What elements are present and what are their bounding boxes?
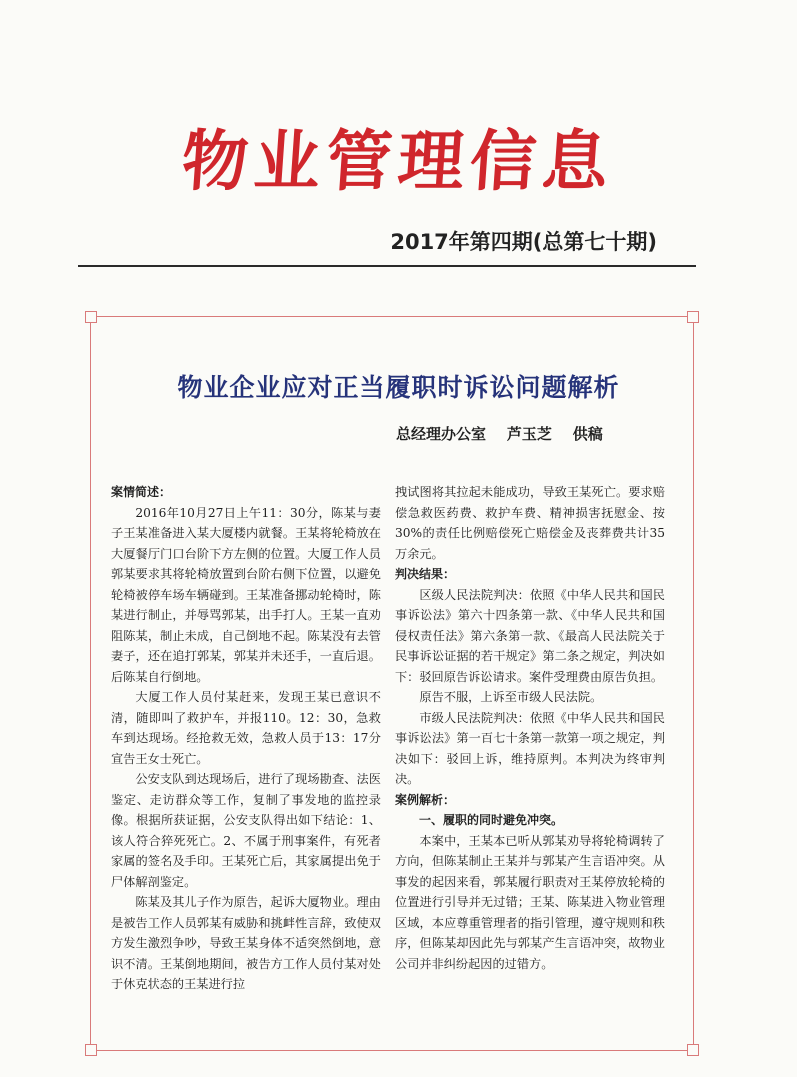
article-title: 物业企业应对正当履职时诉讼问题解析 <box>177 373 620 402</box>
paragraph: 大厦工作人员付某赶来，发现王某已意识不清，随即叫了救护车，并报110。12：30，急救车到达现场。经抢救无效，急救人员于13：17分宣告王女士死亡。 <box>111 690 381 766</box>
header-divider <box>78 265 696 267</box>
issue-number: 2017年第四期(总第七十期) <box>390 230 657 254</box>
article-byline: 总经理办公室 芦玉芝 供稿 <box>396 425 603 443</box>
paragraph: 公安支队到达现场后，进行了现场勘查、法医鉴定、走访群众等工作，复制了事发地的监控录像。根据所获证据，公安支队得出如下结论：1、该人符合猝死死亡。2、不属于刑事案件，有死者家属的签名及手印。王某死亡后，其家属提出免于尸体解剖鉴定。 <box>111 772 381 889</box>
paragraph: 市级人民法院判决：依照《中华人民共和国民事诉讼法》第一百七十条第一款第一项之规定，判决如下：驳回上诉，维持原判。本判决为终审判决。 <box>395 710 665 786</box>
paragraph: 2016年10月27日上午11：30分，陈某与妻子王某准备进入某大厦楼内就餐。王某将轮椅放在大厦餐厅门口台阶下方左侧的位置。大厦工作人员郭某要求其将轮椅放置到台阶右侧下位置，以避免轮椅被停车场车辆碰到。王某准备挪动轮椅时，陈某进行制止，并辱骂郭某，出手打人。王某一直劝阻陈某，制止未成，自己倒地不起。陈某没有去管妻子，还在追打郭某，郭某并未还手，一直后退。后陈某自行倒地。 <box>111 505 381 684</box>
paragraph: 陈某及其儿子作为原告，起诉大厦物业。理由是被告工作人员郭某有威胁和挑衅性言辞，致使双方发生激烈争吵，导致王某身体不适突然倒地，意识不清。王某倒地期间，被告方工作人员付某对处于休克状态的王某进行拉 <box>111 895 381 991</box>
right-column <box>395 482 665 974</box>
left-column <box>111 482 381 995</box>
analysis-subheading: 一、履职的同时避免冲突。 <box>419 813 564 827</box>
frame-corner-ornament <box>85 1044 97 1056</box>
frame-corner-ornament <box>687 1044 699 1056</box>
verdict-heading: 判决结果： <box>395 567 456 581</box>
case-summary-heading: 案情简述： <box>111 485 172 499</box>
paragraph: 原告不服，上诉至市级人民法院。 <box>419 690 603 704</box>
paragraph-continuation: 拽试图将其拉起未能成功，导致王某死亡。要求赔偿急救医药费、救护车费、精神损害抚慰金、按30%的责任比例赔偿死亡赔偿金及丧葬费共计35万余元。 <box>395 485 665 561</box>
paragraph: 区级人民法院判决：依照《中华人民共和国民事诉讼法》第六十四条第一款、《中华人民共和国侵权责任法》第六条第一款、《最高人民法院关于民事诉讼证据的若干规定》第二条之规定，判决如下：驳回原告诉讼请求。案件受理费由原告负担。 <box>395 587 665 684</box>
frame-corner-ornament <box>687 311 699 323</box>
masthead-title: 物业管理信息 <box>179 122 617 200</box>
paragraph: 本案中，王某本已听从郭某劝导将轮椅调转了方向，但陈某制止王某并与郭某产生言语冲突。从事发的起因来看，郭某履行职责对王某停放轮椅的位置进行引导并无过错；王某、陈某进入物业管理区域，本应尊重管理者的指引管理，遵守规则和秩序，但陈某却因此先与郭某产生言语冲突，故物业公司并非纠纷起因的过错方。 <box>395 833 665 971</box>
analysis-heading: 案例解析： <box>395 792 456 807</box>
frame-corner-ornament <box>85 311 97 323</box>
